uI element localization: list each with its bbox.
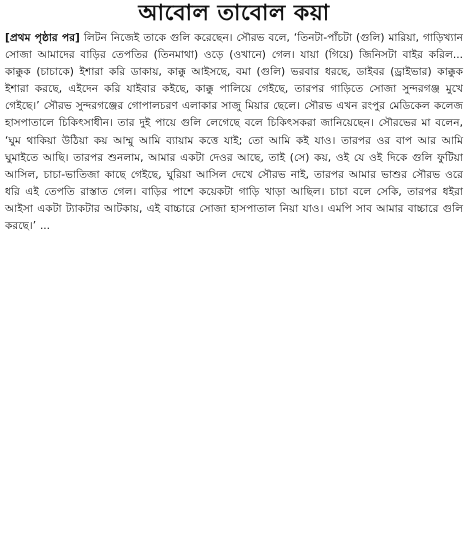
continued-marker: [প্রথম পৃষ্ঠার পর] xyxy=(5,32,80,44)
headline: আবোল তাবোল কয়া xyxy=(138,1,330,26)
article-body xyxy=(5,30,463,235)
body-text: লিটন নিজেই তাকে গুলি করেছেন। সৌরভ বলে, ‘তিনটা-পাঁচটা (গুলি) মারিয়া, গাড়িখ্যান সোজা আমাদের বাড়ির তেপতির (তিনমাথা) ওড়ে (ওখানে) গেল। যায়া (গিয়ে) জিনিসটা বাইর করিল... কাক্কুক (চাচাকে) ইশারা করি ডাকায়, কাক্কু আইসছে, বমা (গুলি) ভরবার ধরছে, ডাইবর (ড্রাইভার) কাক্কুক ইশারা করছে, এইদেন করি যাইবার কইছে, কাক্কু পালিয়ে গেইছে, তারপর গাড়িতে সোজা সুন্দরগঞ্জ মুখে গেইছে।’ সৌরভ সুন্দরগঞ্জের গোপালচরণ এলাকার সাজু মিয়ার ছেলে। সৌরভ এখন রংপুর মেডিকেল কলেজ হাসপাতালে চিকিৎসাধীন। তার দুই পায়ে গুলি লেগেছে বলে চিকিৎসকরা জানিয়েছেন। সৌরভের মা বলেন, ‘ঘুম থাকিয়া উঠিয়া কয় আম্মু আমি ব্যায়াম কত্তে যাই; তো আমি কই যাও। তারপর ওর বাপ আর আমি ঘুমাইতে আছি। তারপর শুনলাম, আমার একটা দেওর আছে, তাই (সে) কয়, ওই যে ওই দিকে গুলি ফুটিয়া আসিল, চাচা-ভাতিজা কাছে গেইছে, ঘুরিয়া আসিল দেখে সৌরভ নাই, তারপর আমার ভাশুর সৌরভ ওরে ধরি এই তেপতি রাস্তাত গেল। বাড়ির পাশে কয়েকটা গাড়ি খাড়া আছিল। চাচা বলে সেকি, তারপর ধইরা আইসা একটা ট্যাকটার আটকায়, এই বাচ্চারে সোজা হাসপাতাল নিয়া যাও। এমপি সাব আমার বাচ্চারে গুলি করছে।’ ... xyxy=(5,32,463,233)
